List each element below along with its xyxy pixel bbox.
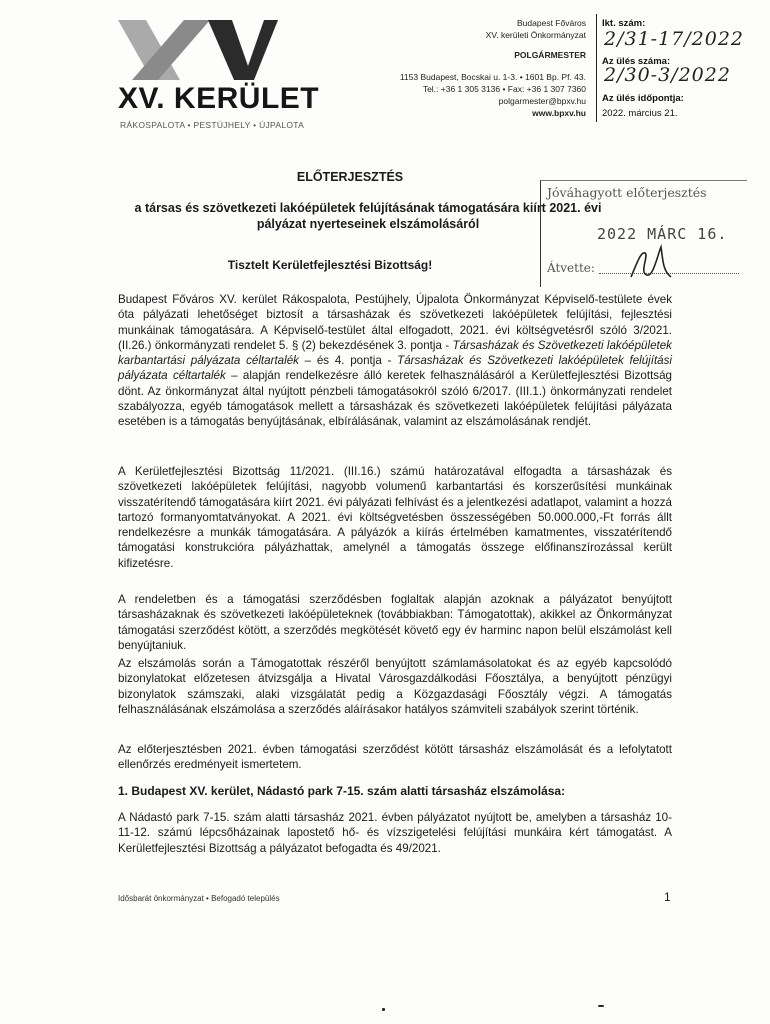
paragraph-4: Az elszámolás során a Támogatottak részéről benyújtott számlamásolatokat és az egyéb kapcsolódó bizonylatokat előzetesen átvizsgálja a Hivatal Városgazdálkodási Főosztálya, a benyújtott pénzügyi bizonylatok számszaki, alaki vizsgálatát pedig a Közgazdasági Főosztály végzi. A támogatás felhasználásának elszámolása a szerződés aláírásakor hatályos számviteli szabályok szerint történik.: [118, 657, 672, 716]
ules-label: Az ülés száma:: [602, 56, 671, 67]
email-address: polgarmester@bpxv.hu: [498, 96, 586, 106]
office-name: POLGÁRMESTER: [514, 50, 586, 60]
paragraph-1: Budapest Főváros XV. kerület Rákospalota, Pestújhely, Újpalota Önkormányzat Képviselő-testülete évek óta pályázati lehetőséget biztosít a társasházak és szövetkezeti lakóépületek felújítási, fejlesztési munkáinak támogatására. A Képviselő-testület által elfogadott, 2021. évi költségvetésről szóló 3/2021. (II.26.) önkormányzati rendelet 5. § (2) bekezdésének 3. pontja - Társasházak és Szövetkezeti lakóépületek karbantartási pályázata céltartalék – és 4. pontja - Társasházak és Szövetkezeti lakóépületek felújítási pályázata céltartalék – alapján rendelkezésre álló keretek felhasználásáról a Kerületfejlesztési Bizottság dönt. Az önkormányzat által nyújtott pénzbeli támogatásokról szóló 6/2017. (III.1.) önkormányzati rendelet szabályozza, egyéb támogatások mellett a társasházak és szövetkezeti lakóépületek felújítási pályázata esetében is a támogatás benyújtásának, elbírálásának, valamint az elszámolásának rendjét.: [118, 293, 673, 429]
header-divider: [596, 14, 597, 122]
district-logo: [118, 16, 320, 130]
paragraph-5: Az előterjesztésben 2021. évben támogatási szerződést kötött társasház elszámolását és a lefolytatott ellenőrzés eredményeit ismertetem.: [118, 743, 672, 772]
scan-speck: [598, 1005, 604, 1007]
ules-value: 2/30-3/2022: [604, 64, 731, 86]
scan-speck: [382, 1008, 385, 1011]
ikt-label: Ikt. szám:: [602, 18, 646, 29]
logo-subtitle: RÁKOSPALOTA • PESTÚJHELY • ÚJPALOTA: [120, 120, 305, 130]
stamp-title: Jóváhagyott előterjesztés: [547, 185, 707, 200]
idopont-value: 2022. március 21.: [602, 108, 678, 119]
footer-tagline: Idősbarát önkormányzat • Befogadó település: [118, 894, 280, 903]
logo-wordmark: XV. KERÜLET: [118, 82, 320, 115]
org-line-2: XV. kerületi Önkormányzat: [485, 30, 586, 40]
stamp-received-label: Átvette:: [547, 261, 595, 275]
stamp-date: 2022 MÁRC 16.: [597, 225, 728, 243]
paragraph-2: A Kerületfejlesztési Bizottság 11/2021. (III.16.) számú határozatával elfogadta a társasházak és szövetkezeti lakóépületek felújítási, nagyobb volumenű karbantartási és korszerűsítési munkáinak visszatérítendő támogatására kiírt 2021. évi pályázati felhívást és a jelentkezési adatlapot, valamint a hozzá tartozó formanyomtatványokat. A 2021. évi költségvetésben összességében 50.000.000,-Ft forrás állt rendelkezésre a munkák támogatására. A pályázók a kiírás értelmében kamatmentes, visszatérítendő támogatási konstrukcióra pályázhattak, amelynél a támogatás összege előfinanszírozással került kifizetésre.: [118, 465, 672, 570]
ikt-value: 2/31-17/2022: [604, 28, 745, 50]
xv-logo-mark-icon: [118, 16, 278, 84]
subject-line-1: a társas és szövetkezeti lakóépületek felújításának támogatására kiírt 2021. évi: [134, 201, 602, 215]
phone-fax: Tel.: +36 1 305 3136 • Fax: +36 1 307 7360: [422, 84, 586, 94]
website: www.bpxv.hu: [532, 108, 586, 118]
salutation: Tisztelt Kerületfejlesztési Bizottság!: [227, 258, 433, 272]
paragraph-3: A rendeletben és a támogatási szerződésben foglaltak alapján azoknak a pályázatot benyújtott társasházaknak és szövetkezeti lakóépületeknek (továbbiakban: Támogatottak), akikkel az Önkormányzat támogatási szerződést kötött, a szerződés megkötését követő egy év harminc napon belül elszámolást kell benyújtaniuk.: [118, 593, 672, 652]
paragraph-6: A Nádastó park 7-15. szám alatti társasház 2021. évben pályázatot nyújtott be, amelyben a társasház 10-11-12. számú lépcsőházainak lapostető hő- és vízszigetelési felújítási munkáira kért támogatást. A Kerületfejlesztési Bizottság a pályázatot befogadta és 49/2021.: [118, 811, 672, 855]
org-line-1: Budapest Főváros: [517, 18, 586, 28]
postal-address: 1153 Budapest, Bocskai u. 1-3. • 1601 Bp. Pf. 43.: [399, 72, 586, 82]
section-heading-1: 1. Budapest XV. kerület, Nádastó park 7-15. szám alatti társasház elszámolása:: [118, 784, 566, 798]
document-title: ELŐTERJESZTÉS: [296, 170, 404, 184]
page-number: 1: [664, 890, 671, 904]
subject-line-2: pályázat nyerteseinek elszámolásáról: [256, 217, 480, 231]
idopont-label: Az ülés időpontja:: [602, 93, 684, 104]
